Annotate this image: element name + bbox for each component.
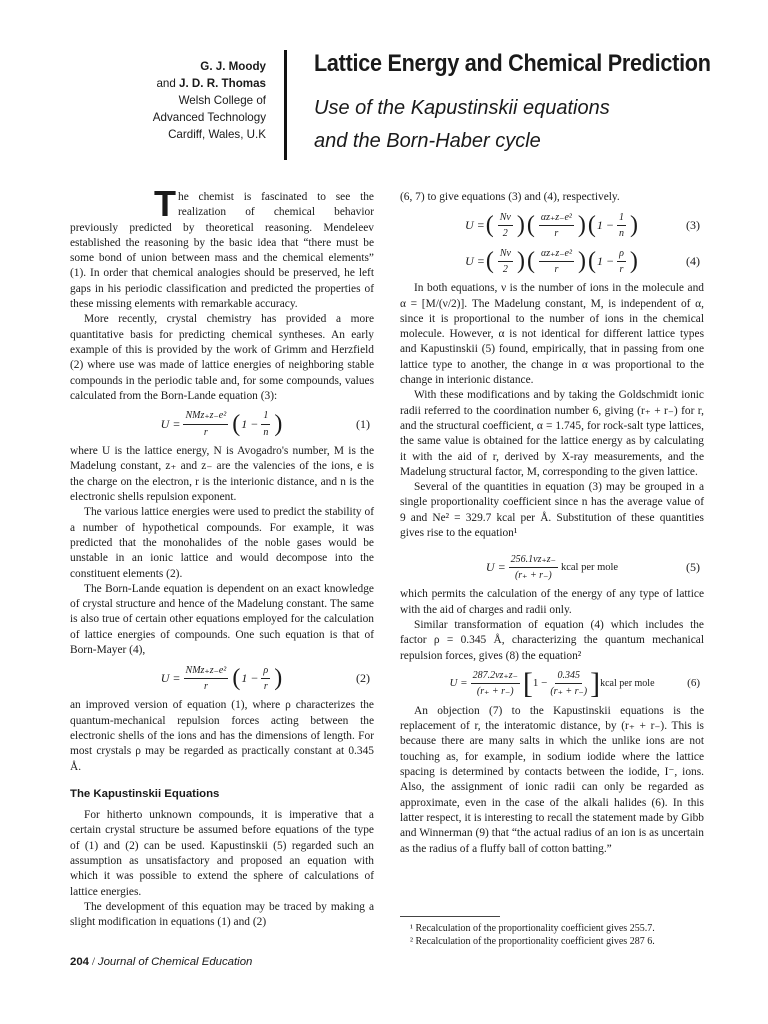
section-heading: The Kapustinskii Equations bbox=[70, 787, 220, 800]
paragraph bbox=[70, 183, 374, 312]
paragraph: Several of the quantities in equation (3) may be grouped in a single proportionality coefficient since n has the average value of 9 and Ne² = 329.7 kcal per Å. Substitution of these quantities gives rise to the equation¹ bbox=[400, 481, 704, 540]
equation-number: (2) bbox=[356, 670, 370, 685]
footer-separator: / bbox=[89, 956, 98, 968]
footnote-divider bbox=[400, 916, 500, 917]
eq-term: 1 − bbox=[241, 670, 259, 685]
eq-lhs: U = bbox=[465, 253, 485, 268]
eq-denominator: n bbox=[263, 426, 269, 438]
paragraph: An objection (7) to the Kapustinskii equations is the replacement of r, the interatomic distance, by (r₊ + r₋). This is because there are many salts in which the unlike ions are not touching as, for example, in sodium iodide where the lattice spacing is determined by contacts between the iodide, I⁻, ions. Also, the assignment of ionic radii can only be regarded as approximate, even in the case of the alkali halides (6). In this latter respect, it is interesting to recall the statement made by Gibb and Winnerman (9) that “the actual radius of an ion is as uncertain as the radius of a fluffy ball of cotton batting.” bbox=[400, 704, 704, 855]
eq-term: 1 − bbox=[532, 677, 548, 690]
eq-denominator: n bbox=[619, 227, 624, 239]
equation-number: (5) bbox=[686, 559, 700, 574]
left-column bbox=[70, 183, 374, 930]
eq-denominator: r bbox=[203, 426, 208, 438]
eq-fraction bbox=[550, 668, 587, 700]
eq-lhs: U = bbox=[160, 670, 181, 685]
eq-fraction bbox=[509, 552, 558, 584]
paragraph: For hitherto unknown compounds, it is imperative that a certain crystal structure be assumed before equations of the type of (1) and (2) can be used. Kapustinskii (5) regarded such an assumption as unsatisfactory and proposed an equation with which it was possible to extend the sphere of calculations of lattice energies. bbox=[70, 809, 374, 898]
paragraph: where U is the lattice energy, N is Avogadro's number, M is the Madelung constant, z₊ and z₋ are the valencies of the ions, e is the charge on the electron, r is the interionic distance, and n is the electronic shells repulsion exponent. bbox=[70, 445, 374, 504]
author-2-line bbox=[112, 75, 266, 92]
affiliation-line-1: Welsh College of bbox=[178, 94, 266, 107]
eq-paren: ( bbox=[526, 248, 535, 275]
eq-numerator: Nν bbox=[498, 210, 513, 226]
eq-term: 1 − bbox=[596, 217, 614, 232]
footnote-2: ² Recalculation of the proportionality coefficient gives 287 6. bbox=[410, 936, 655, 947]
author-1: G. J. Moody bbox=[200, 60, 266, 73]
right-column bbox=[400, 190, 704, 857]
eq-numerator: 1 bbox=[617, 210, 626, 226]
subtitle-line-1: Use of the Kapustinskii equations bbox=[314, 97, 610, 119]
eq-bracket: [ bbox=[522, 666, 533, 700]
eq-numerator: 1 bbox=[261, 408, 270, 424]
eq-fraction bbox=[498, 210, 513, 242]
eq-denominator: r bbox=[554, 263, 559, 275]
author-2: J. D. R. Thomas bbox=[179, 77, 266, 90]
eq-paren: ) bbox=[274, 411, 283, 438]
equation-number: (6) bbox=[687, 677, 700, 690]
eq-fraction bbox=[261, 408, 270, 440]
equation-5 bbox=[400, 551, 704, 583]
equation-4 bbox=[400, 245, 704, 277]
paragraph: The development of this equation may be traced by making a slight modification in equations (1) and (2) bbox=[70, 900, 374, 929]
affiliation-line-3: Cardiff, Wales, U.K bbox=[168, 128, 266, 141]
eq-bracket: ] bbox=[590, 666, 601, 700]
paragraph-text: he chemist is fascinated to see the realization of chemical behavior previously predicted by theoretical reasoning. Mendeleev established the reasoning by the basic idea that “there must be some bond of union between mass and the chemical elements” (1). In order that chemical analogies should be preserved, he left gaps in his periodic classification and predicted the properties of these missing elements with remarkable accuracy. bbox=[70, 191, 374, 311]
eq-numerator: ρ bbox=[617, 246, 626, 262]
article-title: Lattice Energy and Chemical Prediction bbox=[314, 50, 711, 77]
eq-term: 1 − bbox=[596, 253, 615, 268]
eq-denominator: (r₊ + r₋) bbox=[550, 686, 588, 698]
eq-paren: ( bbox=[485, 212, 494, 239]
eq-fraction bbox=[539, 246, 574, 278]
footnote-1: ¹ Recalculation of the proportionality coefficient gives 255.7. bbox=[410, 923, 655, 934]
eq-denominator: r bbox=[554, 227, 559, 239]
equation-6 bbox=[400, 668, 704, 700]
eq-numerator: αz₊z₋e² bbox=[539, 210, 574, 226]
eq-numerator: 256.1νz₊z₋ bbox=[509, 552, 558, 568]
paragraph: With these modifications and by taking the Goldschmidt ionic radii referred to the coordination number 6, giving (r₊ + r₋) for r, and the structural coefficient, α = 1.745, for rock-salt type lattices, the same value is obtained for the lattice energy as by calculating it with the aid of r, derived by X-ray measurements, and the Madelung structural factor, M, corresponding to the given lattice. bbox=[400, 389, 704, 478]
eq-denominator: r bbox=[203, 680, 208, 692]
eq-unit: kcal per mole bbox=[600, 678, 655, 690]
eq-term: 1 − bbox=[241, 416, 259, 431]
eq-paren: ) bbox=[630, 212, 638, 239]
eq-denominator: 2 bbox=[502, 227, 508, 239]
eq-paren: ) bbox=[516, 248, 525, 275]
eq-paren: ) bbox=[274, 665, 283, 692]
eq-fraction bbox=[471, 668, 520, 700]
eq-unit: kcal per mole bbox=[560, 561, 619, 573]
eq-fraction bbox=[539, 210, 574, 242]
equation-3 bbox=[400, 209, 704, 241]
eq-paren: ) bbox=[577, 212, 586, 239]
eq-lhs: U = bbox=[485, 559, 506, 574]
eq-numerator: 287.2νz₊z₋ bbox=[471, 668, 520, 684]
eq-denominator: 2 bbox=[502, 263, 508, 275]
eq-numerator: 0.345 bbox=[555, 668, 582, 684]
eq-fraction bbox=[617, 210, 626, 242]
paragraph: which permits the calculation of the energy of any type of lattice with the aid of charges and radii only. bbox=[400, 588, 704, 616]
affiliation-line-2: Advanced Technology bbox=[152, 111, 266, 124]
eq-denominator: (r₊ + r₋) bbox=[476, 686, 514, 698]
eq-paren: ) bbox=[629, 248, 638, 275]
eq-denominator: (r₊ + r₋) bbox=[514, 569, 552, 581]
paragraph: The various lattice energies were used to predict the stability of a number of hypothetical compounds. For example, it was predicted that the monohalides of the noble gases would be unstable in an ionic lattice and would decompose into the constituent elements (2). bbox=[70, 506, 374, 580]
equation-number: (1) bbox=[356, 416, 370, 431]
eq-lhs: U = bbox=[160, 416, 181, 431]
equation-number: (4) bbox=[686, 253, 700, 268]
equation-number: (3) bbox=[686, 217, 700, 232]
eq-numerator: ρ bbox=[261, 663, 270, 679]
equation-1 bbox=[70, 408, 374, 440]
eq-paren: ) bbox=[577, 248, 586, 275]
paragraph: an improved version of equation (1), where ρ characterizes the quantum-mechanical repulsion forces acting between the electronic shells of the ions and has the dimensions of length. For most crystals ρ may be regarded as practically constant at 0.345 Å. bbox=[70, 699, 374, 773]
journal-name: Journal of Chemical Education bbox=[97, 956, 253, 968]
paragraph: More recently, crystal chemistry has provided a more quantitative basis for predicting chemical syntheses. An early example of this is provided by the work of Grimm and Herzfield (2) where use was made of lattice energies of neighboring stable compounds in the periodic table and, for some compounds, values calculated from the Born-Lande equation (3): bbox=[70, 313, 374, 402]
paragraph: In both equations, ν is the number of ions in the molecule and α = [M/(ν/2)]. The Madelung constant, M, is independent of α, since it is proportional to the number of ions in the chemical molecule. However, α is not identical for different lattice types and Kapustinskii (5) found, empirically, that in passing from one lattice type to another, the change in α was proportional to the change in interionic distance. bbox=[400, 282, 704, 387]
eq-paren: ( bbox=[232, 411, 241, 438]
eq-paren: ( bbox=[485, 248, 494, 275]
eq-fraction bbox=[498, 246, 513, 278]
author-block bbox=[112, 58, 266, 143]
eq-numerator: Nν bbox=[498, 246, 513, 262]
paragraph: Similar transformation of equation (4) which includes the factor ρ = 0.345 Å, characterizing the quantum mechanical repulsion forces, gives (8) the equation² bbox=[400, 618, 704, 662]
eq-numerator: αz₊z₋e² bbox=[539, 246, 574, 262]
eq-denominator: r bbox=[619, 263, 624, 275]
header-divider bbox=[284, 50, 287, 160]
eq-paren: ( bbox=[587, 248, 596, 275]
eq-denominator: r bbox=[263, 680, 268, 692]
eq-fraction bbox=[261, 663, 270, 695]
eq-paren: ) bbox=[516, 212, 525, 239]
article-subtitle bbox=[314, 92, 610, 158]
eq-paren: ( bbox=[526, 212, 535, 239]
equation-2 bbox=[70, 662, 374, 694]
author-conjunction: and bbox=[156, 77, 180, 90]
eq-paren: ( bbox=[587, 212, 596, 239]
drop-cap: T bbox=[154, 183, 176, 224]
eq-numerator: NMz₊z₋e² bbox=[183, 408, 228, 424]
footnotes bbox=[400, 922, 710, 948]
paragraph: The Born-Lande equation is dependent on an exact knowledge of crystal structure and hence of the Madelung constant. The same is also true of certain other equations employed for the calculation of lattice energies of compounds. One such equation is that of Born-Mayer (4), bbox=[70, 582, 374, 657]
eq-fraction bbox=[184, 663, 229, 695]
eq-fraction bbox=[617, 246, 626, 278]
eq-fraction bbox=[183, 408, 228, 440]
eq-numerator: NMz₊z₋e² bbox=[184, 663, 229, 679]
page-footer bbox=[70, 956, 252, 968]
subtitle-line-2: and the Born-Haber cycle bbox=[314, 130, 541, 152]
eq-lhs: U = bbox=[464, 217, 485, 232]
eq-paren: ( bbox=[232, 665, 241, 692]
page-number: 204 bbox=[70, 956, 90, 968]
paragraph: (6, 7) to give equations (3) and (4), respectively. bbox=[400, 191, 620, 203]
eq-lhs: U = bbox=[449, 677, 468, 690]
